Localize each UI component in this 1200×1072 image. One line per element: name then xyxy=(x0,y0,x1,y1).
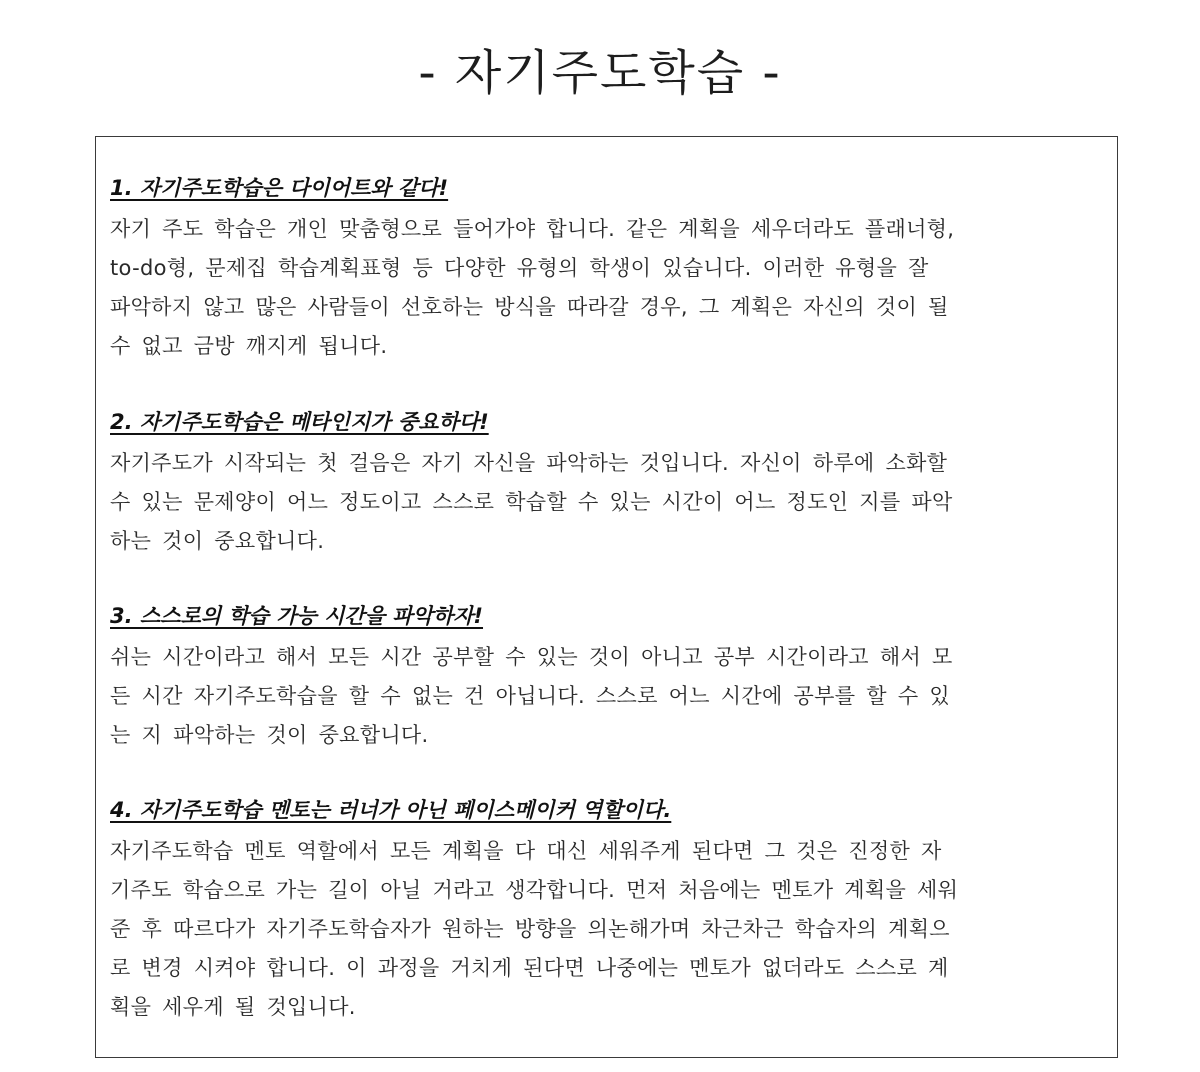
section-body: 자기주도가 시작되는 첫 걸음은 자기 자신을 파악하는 것입니다. 자신이 하루에 소화할 수 있는 문제양이 어느 정도이고 스스로 학습할 수 있는 시간이 어느 정도인 지를 파악 하는 것이 중요합니다. xyxy=(110,451,953,553)
section-3 xyxy=(110,603,1110,755)
section-1 xyxy=(110,175,1110,366)
section-body: 쉬는 시간이라고 해서 모든 시간 공부할 수 있는 것이 아니고 공부 시간이라고 해서 모 든 시간 자기주도학습을 할 수 없는 건 아닙니다. 스스로 어느 시간에 공부를 할 수 있 는 지 파악하는 것이 중요합니다. xyxy=(110,645,953,747)
section-heading: 1. 자기주도학습은 다이어트와 같다! xyxy=(110,176,449,200)
section-4 xyxy=(110,797,1110,1027)
section-heading: 2. 자기주도학습은 메타인지가 중요하다! xyxy=(110,410,489,434)
section-heading: 4. 자기주도학습 멘토는 러너가 아닌 페이스메이커 역할이다. xyxy=(110,798,672,822)
section-body: 자기주도학습 멘토 역할에서 모든 계획을 다 대신 세워주게 된다면 그 것은 진정한 자 기주도 학습으로 가는 길이 아닐 거라고 생각합니다. 먼저 처음에는 멘토가 계획을 세워 준 후 따르다가 자기주도학습자가 원하는 방향을 의논해가며 차근차근 학습자의 계획으 로 변경 시켜야 합니다. 이 과정을 거치게 된다면 나중에는 멘토가 없더라도 스스로 계 획을 세우게 될 것입니다. xyxy=(110,839,959,1019)
content-box xyxy=(95,136,1118,1058)
page-title: - 자기주도학습 - xyxy=(418,45,782,101)
section-heading: 3. 스스로의 학습 가능 시간을 파악하자! xyxy=(110,604,484,628)
section-body: 자기 주도 학습은 개인 맞춤형으로 들어가야 합니다. 같은 계획을 세우더라도 플래너형, to-do형, 문제집 학습계획표형 등 다양한 유형의 학생이 있습니다. 이러한 유형을 잘 파악하지 않고 많은 사람들이 선호하는 방식을 따라갈 경우, 그 계획은 자신의 것이 될 수 없고 금방 깨지게 됩니다. xyxy=(110,217,955,358)
section-2 xyxy=(110,409,1110,561)
